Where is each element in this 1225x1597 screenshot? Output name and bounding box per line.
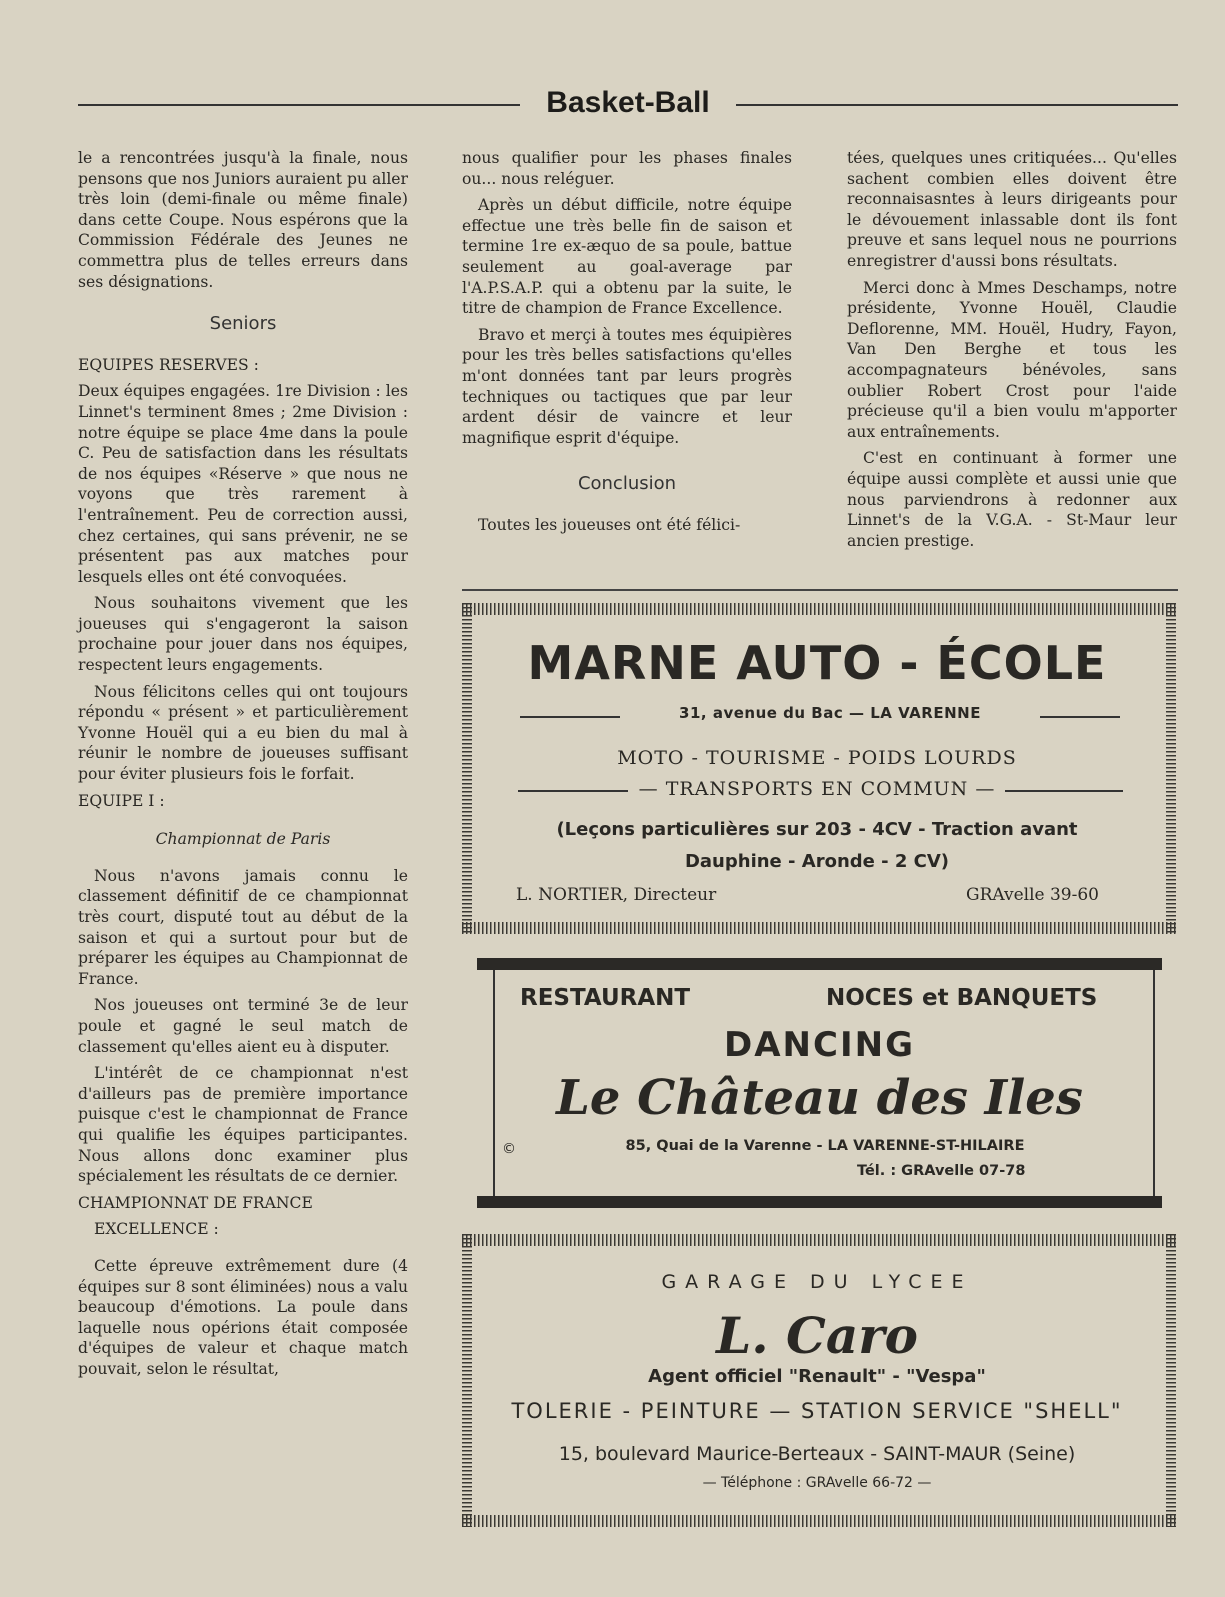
paragraph: Merci donc à Mmes Deschamps, notre présidente, Yvonne Houël, Claudie Deflorenne, MM. Houël, Hudry, Fayon, Van Den Berghe et tous les accompagnateurs bénévoles, sans oublier Robert Crost pour l'aide précieuse qu'il a bien voulu m'apporter aux entraînements.	[847, 278, 1177, 441]
ad-name: L. Caro	[716, 1306, 918, 1365]
ad-dancing: DANCING	[724, 1025, 915, 1065]
ad-title: MARNE AUTO - ÉCOLE	[527, 636, 1107, 690]
paragraph: C'est en continuant à former une équipe aussi complète et aussi unie que nous parviendrons à redonner aux Linnet's de la V.G.A. - St-Maur leur ancien prestige.	[847, 449, 1177, 550]
ad-noces: NOCES et BANQUETS	[826, 985, 1098, 1011]
paragraph: Deux équipes engagées. 1re Division : les Linnet's terminent 8mes ; 2me Division : notre équipe se place 4me dans la poule C. Peu de satisfaction dans les résultats de nos équipes «Réserve » que nous ne voyons que très rarement à l'entraînement. Peu de correction aussi, chez certaines, qui sans prévenir, ne se présentent pas aux matches pour lesquels elles ont été convoquées.	[78, 382, 408, 586]
ad-services: — TRANSPORTS EN COMMUN —	[638, 778, 996, 800]
article-column-3	[847, 148, 1177, 557]
paragraph: L'intérêt de ce championnat n'est d'ailleurs pas de première importance puisque c'est le championnat de France qui qualifie les équipes participantes. Nous allons donc examiner plus spécialement les résultats de ce dernier.	[78, 1064, 408, 1186]
paragraph: Toutes les joueuses ont été félici-	[478, 515, 741, 534]
dotted-border-top	[462, 603, 1178, 615]
article-column-1	[78, 148, 408, 1385]
ad-director: L. NORTIER, Directeur	[516, 885, 717, 905]
ad-restaurant: RESTAURANT	[520, 985, 691, 1011]
section-heading-conclusion: Conclusion	[577, 473, 677, 495]
subheading-equipe: EQUIPE I :	[78, 791, 165, 810]
header-rule-right	[736, 104, 1178, 106]
paragraph: Nos joueuses ont terminé 3e de leur poule et gagné le seul match de classement qu'elles aient eu à disputer.	[78, 996, 408, 1056]
paragraph: le a rencontrées jusqu'à la finale, nous pensons que nos Juniors auraient pu aller très loin (demi-finale ou même finale) dans cette Coupe. Nous espérons que la Commission Fédérale des Jeunes ne commettra plus de telles erreurs dans ses désignations.	[78, 149, 408, 291]
rule	[1005, 790, 1123, 792]
ad-services: MOTO - TOURISME - POIDS LOURDS	[617, 747, 1017, 769]
rule	[1040, 716, 1120, 718]
paragraph: nous qualifier pour les phases finales ou... nous reléguer.	[462, 149, 792, 188]
ad-lessons: (Leçons particulières sur 203 - 4CV - Traction avant	[556, 819, 1078, 840]
ad-phone: — Téléphone : GRAvelle 66-72 —	[702, 1475, 932, 1491]
section-title: Basket-Ball	[546, 86, 710, 119]
ads-divider	[462, 589, 1178, 591]
subheading-championnat-france: CHAMPIONNAT DE FRANCE	[78, 1193, 313, 1212]
paragraph: Cette épreuve extrêmement dure (4 équipes sur 8 sont éliminées) nous a valu beaucoup d'émotions. La poule dans laquelle nous opérions était composée d'équipes de valeur et chaque match pouvait, selon le résultat,	[78, 1256, 408, 1378]
ad-name: Le Château des Iles	[556, 1070, 1083, 1126]
section-heading-seniors: Seniors	[209, 313, 277, 335]
paragraph: tées, quelques unes critiquées... Qu'elles sachent combien elles doivent être reconnaisasntes à leurs dirigeants pour le dévouement inlassable dont ils font preuve et sans lequel nous ne pourrions enregistrer d'aussi bons résultats.	[847, 149, 1177, 270]
ad-address: 15, boulevard Maurice-Berteaux - SAINT-MAUR (Seine)	[558, 1443, 1076, 1465]
ad-address: 31, avenue du Bac — LA VARENNE	[679, 704, 981, 722]
paragraph: Nous souhaitons vivement que les joueuses qui s'engageront la saison prochaine pour jouer dans nos équipes, respectent leurs engagements.	[78, 594, 408, 675]
subheading-championnat-paris: Championnat de Paris	[155, 830, 331, 849]
ad-garage: GARAGE DU LYCEE	[661, 1271, 973, 1293]
paragraph: Nous n'avons jamais connu le classement définitif de ce championnat très court, disputé tout au début de la saison et qui a surtout pour but de préparer les équipes au Championnat de France.	[78, 866, 408, 988]
subheading-excellence: EXCELLENCE :	[94, 1220, 219, 1239]
ad-phone: Tél. : GRAvelle 07-78	[857, 1163, 1026, 1179]
ad-border-top	[477, 958, 1162, 970]
article-column-2	[462, 148, 792, 542]
dotted-border-bottom	[462, 1515, 1178, 1527]
dotted-border-top	[462, 1234, 1178, 1246]
subheading-reserves: EQUIPES RESERVES :	[78, 355, 259, 374]
page-header	[78, 86, 1178, 122]
ad-phone: GRAvelle 39-60	[966, 885, 1099, 905]
dotted-border-bottom	[462, 922, 1178, 934]
copyright-mark: ©	[502, 1141, 516, 1157]
ad-agent: Agent officiel "Renault" - "Vespa"	[648, 1366, 986, 1387]
paragraph: Nous félicitons celles qui ont toujours répondu « présent » et particulièrement Yvonne Houël qui a eu bien du mal à réunir le nombre de joueuses suffisant pour éviter plusieurs fois le forfait.	[78, 682, 408, 784]
ad-address: 85, Quai de la Varenne - LA VARENNE-ST-HILAIRE	[625, 1138, 1025, 1154]
header-rule-left	[78, 104, 520, 106]
paragraph: Après un début difficile, notre équipe effectue une très belle fin de saison et termine 1re ex-æquo de sa poule, battue seulement au goal-average par l'A.P.S.A.P. qui a obtenu par la suite, le titre de champion de France Excellence.	[462, 196, 792, 318]
paragraph: Bravo et merçi à toutes mes équipières pour les très belles satisfactions qu'elles m'ont données tant par leurs progrès techniques ou tactiques que par leur ardent désir de vaincre et leur magnifique esprit d'équipe.	[462, 325, 792, 447]
ad-lessons: Dauphine - Aronde - 2 CV)	[684, 851, 950, 872]
ad-services: TOLERIE - PEINTURE — STATION SERVICE "SHELL"	[511, 1399, 1123, 1423]
rule	[520, 716, 620, 718]
ad-border-bottom	[477, 1196, 1162, 1208]
